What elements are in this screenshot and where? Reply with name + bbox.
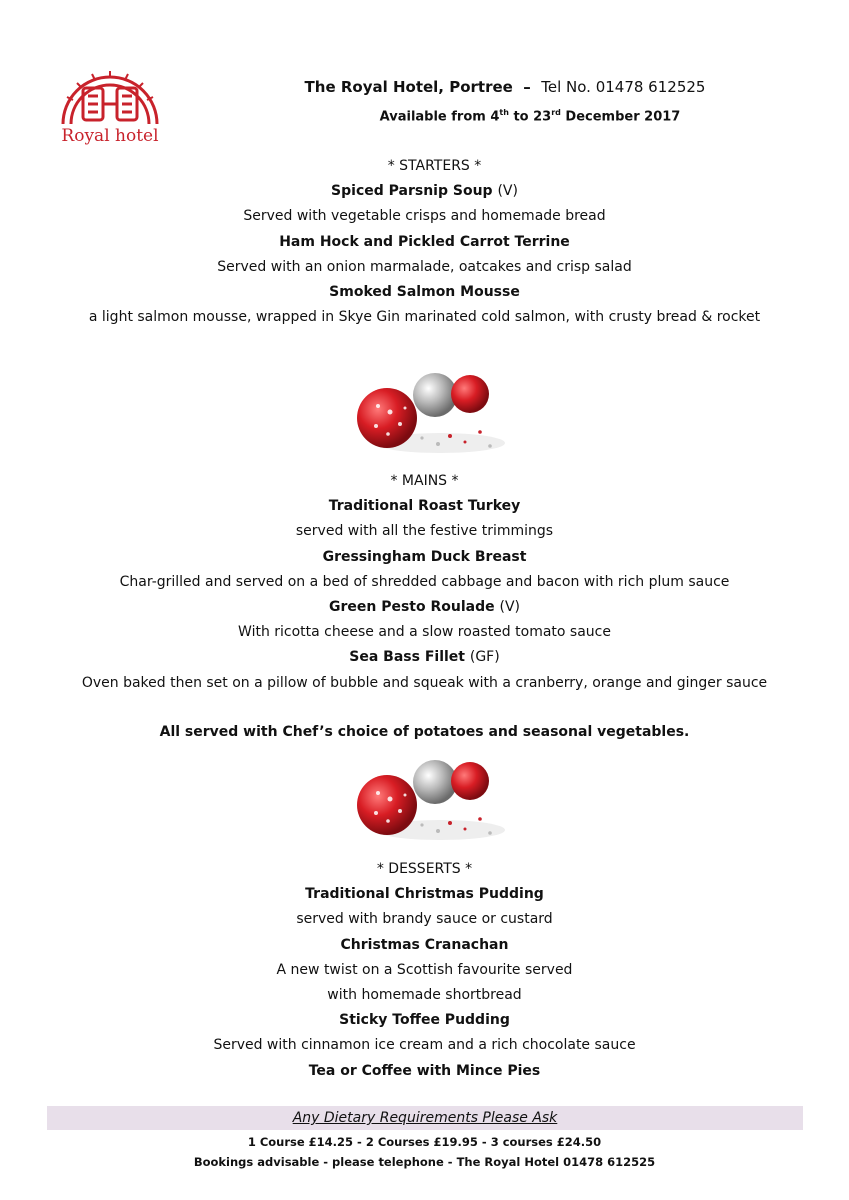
dish-name: Sea Bass Fillet (GF) (349, 649, 500, 666)
starters-section (0, 154, 849, 330)
dish-description: Char-grilled and served on a bed of shredded cabbage and bacon with rich plum sauce (119, 573, 730, 590)
telephone-number: Tel No. 01478 612525 (541, 78, 706, 96)
dish-name: Tea or Coffee with Mince Pies (308, 1062, 541, 1079)
hotel-name: The Royal Hotel, Portree (304, 78, 513, 96)
dish-name: Gressingham Duck Breast (322, 548, 527, 565)
dish-description: served with all the festive trimmings (295, 523, 554, 540)
christmas-baubles-image (350, 755, 510, 845)
dish-description: Served with vegetable crisps and homemade bread (243, 208, 606, 225)
dish-name: Ham Hock and Pickled Carrot Terrine (279, 233, 570, 250)
christmas-baubles-image (350, 368, 510, 458)
page-title (200, 78, 810, 96)
dish-name: Traditional Christmas Pudding (305, 886, 544, 903)
desserts-section (0, 857, 849, 1084)
starters-heading: * STARTERS * (387, 158, 482, 174)
dish-name: Christmas Cranachan (340, 936, 509, 953)
dietary-requirements-text: Any Dietary Requirements Please Ask (292, 1110, 558, 1126)
celtic-knot-icon (55, 66, 165, 128)
dish-name: Green Pesto Roulade (V) (328, 598, 521, 615)
logo-text: Royal hotel (61, 126, 159, 146)
course-prices: 1 Course £14.25 - 2 Courses £19.95 - 3 courses £24.50 (247, 1135, 602, 1149)
dish-description: Served with cinnamon ice cream and a rich chocolate sauce (213, 1037, 636, 1054)
dish-name: Smoked Salmon Mousse (329, 283, 520, 300)
title-separator: – (523, 78, 531, 96)
dish-name: Sticky Toffee Pudding (339, 1012, 510, 1029)
dish-description: served with brandy sauce or custard (296, 911, 553, 928)
dish-description: With ricotta cheese and a slow roasted tomato sauce (238, 624, 611, 641)
dish-description: Served with an onion marmalade, oatcakes and crisp salad (217, 258, 632, 275)
dish-description: with homemade shortbread (327, 986, 522, 1003)
availability-dates: Available from 4th to 23rd December 2017 (379, 108, 681, 125)
dish-description: A new twist on a Scottish favourite served (276, 961, 573, 978)
booking-info: Bookings advisable - please telephone - The Royal Hotel 01478 612525 (193, 1155, 656, 1169)
dish-description: a light salmon mousse, wrapped in Skye Gin marinated cold salmon, with crusty bread & rocket (88, 309, 761, 326)
dish-name: Spiced Parsnip Soup (V) (331, 183, 518, 200)
dish-name: Traditional Roast Turkey (328, 498, 521, 515)
mains-note: All served with Chef’s choice of potatoes and seasonal vegetables. (159, 723, 690, 740)
royal-hotel-logo (55, 66, 165, 156)
mains-section (0, 469, 849, 745)
dietary-requirements-bar (47, 1106, 803, 1130)
desserts-heading: * DESSERTS * (376, 861, 473, 877)
mains-heading: * MAINS * (390, 473, 459, 489)
dish-description: Oven baked then set on a pillow of bubble and squeak with a cranberry, orange and ginger sauce (81, 674, 768, 691)
